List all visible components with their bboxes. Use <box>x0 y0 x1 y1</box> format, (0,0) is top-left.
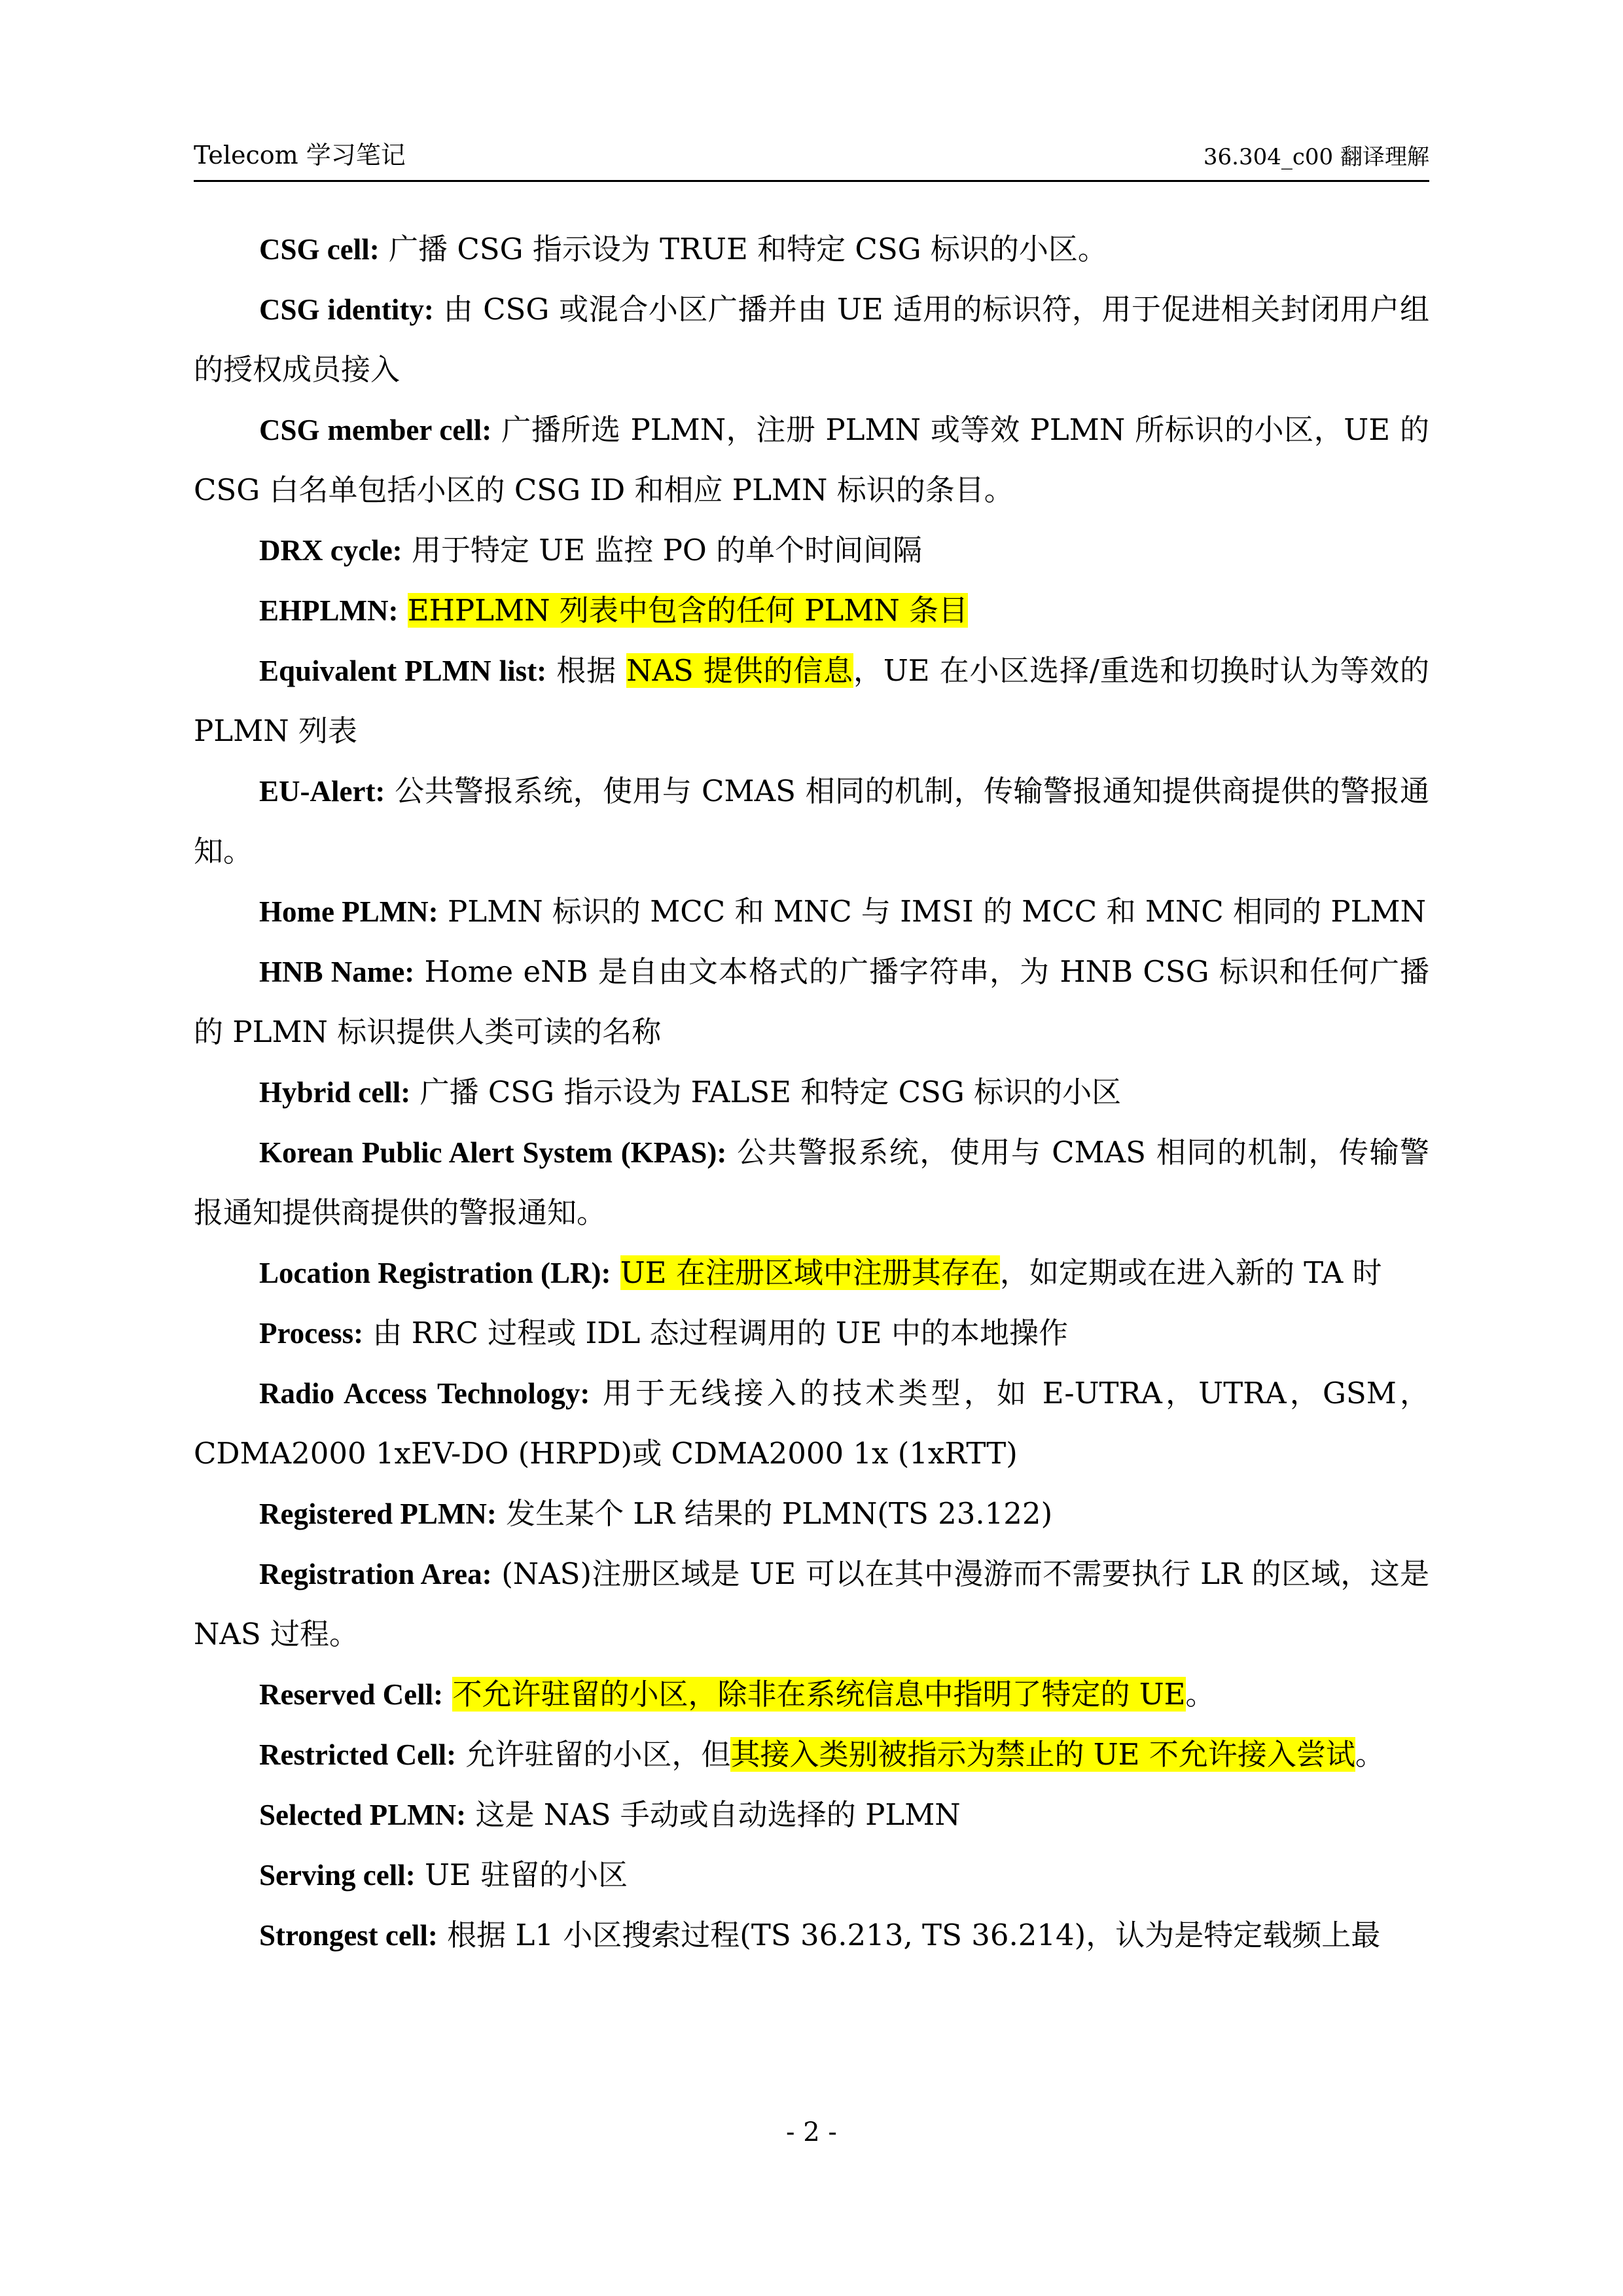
definition-term: Reserved Cell: <box>259 1678 444 1711</box>
definition-entry <box>194 1845 1429 1905</box>
definition-text: ，UE 在小区选择/重选和切换时认为等效的 PLMN 列表 <box>194 653 1429 748</box>
definition-entry <box>194 219 1429 279</box>
definitions-list <box>194 219 1429 1965</box>
definition-text: 广播 CSG 指示设为 FALSE 和特定 CSG 标识的小区 <box>410 1075 1122 1109</box>
definition-entry <box>194 1363 1429 1484</box>
definition-term: Process: <box>259 1317 364 1350</box>
definition-entry <box>194 1122 1429 1243</box>
definition-text: (NAS)注册区域是 UE 可以在其中漫游而不需要执行 LR 的区域，这是 NAS 过程。 <box>194 1556 1430 1651</box>
definition-text: 公共警报系统，使用与 CMAS 相同的机制，传输警报通知提供商提供的警报通知。 <box>194 774 1429 869</box>
definition-text: 广播 CSG 指示设为 TRUE 和特定 CSG 标识的小区。 <box>379 232 1107 266</box>
definition-term: Restricted Cell: <box>259 1738 457 1771</box>
definition-entry <box>194 942 1429 1062</box>
definition-entry <box>194 882 1429 942</box>
definition-term: HNB Name: <box>259 956 415 988</box>
definition-term: Equivalent PLMN list: <box>259 655 547 687</box>
definition-entry <box>194 520 1429 581</box>
definition-term: CSG identity: <box>259 293 434 326</box>
definition-term: CSG member cell: <box>259 414 492 446</box>
definition-text: 由 RRC 过程或 IDL 态过程调用的 UE 中的本地操作 <box>363 1316 1068 1350</box>
definition-text: 公共警报系统，使用与 CMAS 相同的机制，传输警报通知提供商提供的警报通知。 <box>194 1135 1429 1230</box>
definition-entry <box>194 279 1429 400</box>
definition-text: 根据 L1 小区搜索过程(TS 36.213, TS 36.214)，认为是特定载频上最 <box>437 1918 1381 1952</box>
definition-term: Registration Area: <box>259 1558 492 1590</box>
definition-text <box>398 593 407 628</box>
definition-term: Serving cell: <box>259 1859 416 1892</box>
definition-term: Registered PLMN: <box>259 1498 497 1530</box>
definition-term: Home PLMN: <box>259 895 438 928</box>
header-title: Telecom 学习笔记 <box>194 141 406 170</box>
highlighted-text: NAS 提供的信息 <box>626 653 853 688</box>
definition-entry <box>194 1484 1429 1544</box>
definition-entry <box>194 1062 1429 1122</box>
definition-term: CSG cell: <box>259 233 380 266</box>
definition-entry <box>194 1785 1429 1845</box>
definition-text: 由 CSG 或混合小区广播并由 UE 适用的标识符，用于促进相关封闭用户组的授权成员接入 <box>194 292 1429 387</box>
highlighted-text: EHPLMN 列表中包含的任何 PLMN 条目 <box>407 593 969 628</box>
definition-term: Hybrid cell: <box>259 1076 411 1109</box>
definition-entry <box>194 1544 1429 1664</box>
highlighted-text: 不允许驻留的小区，除非在系统信息中指明了特定的 UE <box>452 1677 1186 1712</box>
definition-text: 允许驻留的小区，但 <box>456 1737 731 1772</box>
highlighted-text: 其接入类别被指示为禁止的 UE 不允许接入尝试 <box>730 1737 1355 1772</box>
definition-entry <box>194 581 1429 641</box>
definition-term: Strongest cell: <box>259 1919 438 1952</box>
definition-term: EU-Alert: <box>259 775 385 808</box>
definition-text: UE 驻留的小区 <box>415 1857 628 1892</box>
definition-term: Korean Public Alert System (KPAS): <box>259 1136 727 1169</box>
definition-term: Radio Access Technology: <box>259 1377 590 1410</box>
definition-entry <box>194 1243 1429 1303</box>
definition-text <box>443 1677 452 1712</box>
definition-text: Home eNB 是自由文本格式的广播字符串，为 HNB CSG 标识和任何广播的 PLMN 标识提供人类可读的名称 <box>194 954 1429 1049</box>
definition-term: DRX cycle: <box>259 534 402 567</box>
definition-text: 这是 NAS 手动或自动选择的 PLMN <box>466 1797 961 1832</box>
header-doc-id: 36.304_c00 翻译理解 <box>1203 144 1429 170</box>
definition-entry <box>194 1725 1429 1785</box>
definition-entry <box>194 761 1429 882</box>
definition-term: Selected PLMN: <box>259 1799 467 1831</box>
definition-entry <box>194 641 1429 761</box>
definition-text: ，如定期或在进入新的 TA 时 <box>999 1255 1382 1290</box>
definition-text: 用于特定 UE 监控 PO 的单个时间间隔 <box>402 533 923 567</box>
definition-text: 广播所选 PLMN，注册 PLMN 或等效 PLMN 所标识的小区，UE 的 CSG 白名单包括小区的 CSG ID 和相应 PLMN 标识的条目。 <box>194 412 1429 507</box>
definition-text: PLMN 标识的 MCC 和 MNC 与 IMSI 的 MCC 和 MNC 相同的 PLMN <box>438 894 1426 929</box>
definition-entry <box>194 1303 1429 1363</box>
definition-entry <box>194 1664 1429 1725</box>
definition-term: Location Registration (LR): <box>259 1257 611 1289</box>
definition-text <box>611 1255 620 1290</box>
definition-term: EHPLMN: <box>259 594 399 627</box>
definition-text: 。 <box>1355 1737 1385 1772</box>
definition-text: 根据 <box>546 653 627 688</box>
definition-text: 用于无线接入的技术类型，如 E-UTRA，UTRA，GSM，CDMA2000 1xEV-DO (HRPD)或 CDMA2000 1x (1xRTT) <box>194 1376 1429 1471</box>
definition-text: 发生某个 LR 结果的 PLMN(TS 23.122) <box>496 1496 1053 1531</box>
definition-entry <box>194 400 1429 520</box>
definition-entry <box>194 1905 1429 1965</box>
highlighted-text: UE 在注册区域中注册其存在 <box>620 1255 1000 1290</box>
page-number: - 2 - <box>786 2117 837 2147</box>
definition-text: 。 <box>1185 1677 1215 1712</box>
page-header <box>194 134 1429 182</box>
